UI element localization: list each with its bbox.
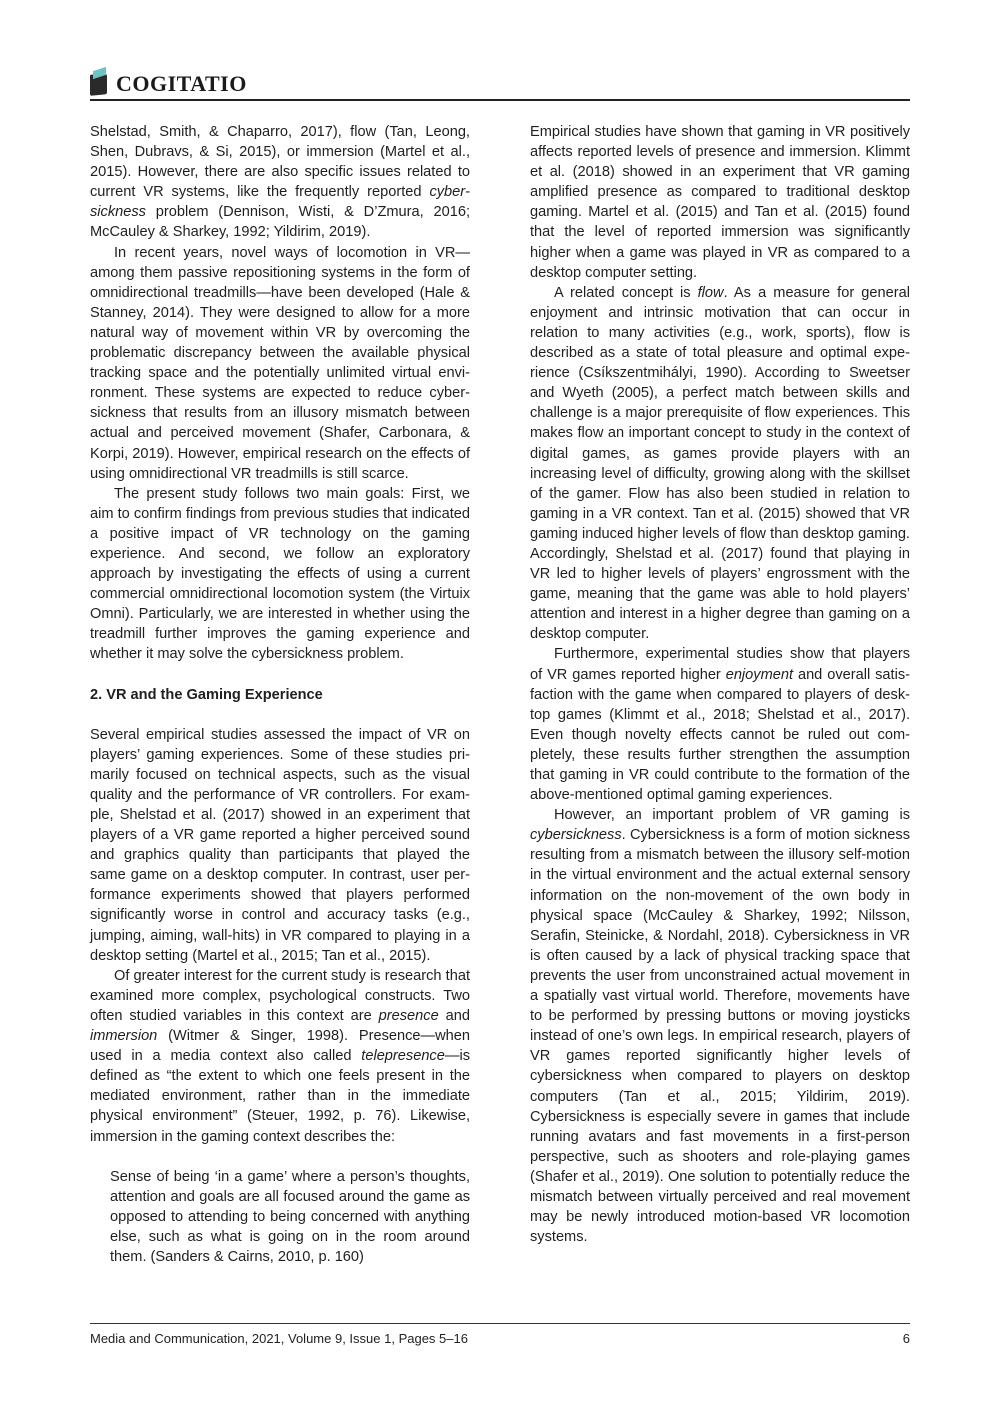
paragraph: Of greater interest for the current study is research that examined more complex, psychological constructs. Two often studied variables in this context are presence and immersion (Witmer & Singer, 1998). Presence—when used in a media context also called telepresence—is defined as “the extent to which one feels present in the mediated environment, rather than in the immediate physical environment” (Steuer, 1992, p. 76). Likewise, immersion in the gaming context describes the: xyxy=(90,967,470,1145)
page-footer xyxy=(90,1331,910,1346)
emphasis: cybersickness xyxy=(90,184,470,221)
paragraph: Furthermore, experimental studies show that players of VR games reported higher enjoyment and overall satisfaction with the game when compared to players of desktop games (Klimmt et al., 2018; Shelstad et al., 2017). Even though novelty effects cannot be ruled out completely, these results further strengthen the assumption that gaming in VR could contribute to the formation of the above-mentioned optimal gaming experiences. xyxy=(530,646,910,804)
emphasis: telepresence xyxy=(361,1048,445,1065)
paragraph: Several empirical studies assessed the impact of VR on players’ gaming experiences. Some of these studies primarily focused on technical aspects, such as the visual quality and the performance of VR controllers. For example, Shelstad et al. (2017) showed in an experiment that players of a VR game reported a higher perceived sound and graphics quality than participants that played the same game on a desktop computer. In contrast, user performance experiments showed that players performed significantly worse in control and accuracy tasks (e.g., jumping, aiming, wall-hits) in VR compared to playing in a desktop setting (Martel et al., 2015; Tan et al., 2015). xyxy=(90,726,470,964)
section-heading: 2. VR and the Gaming Experience xyxy=(90,686,323,703)
left-column xyxy=(90,122,470,1267)
journal-citation: Media and Communication, 2021, Volume 9, Issue 1, Pages 5–16 xyxy=(90,1331,468,1346)
header-divider xyxy=(90,99,910,101)
paragraph: Shelstad, Smith, & Chaparro, 2017), flow (Tan, Leong, Shen, Dubravs, & Si, 2015), or immersion (Martel et al., 2015). However, there are also specific issues related to current VR systems, like the frequently reported cybersickness problem (Dennison, Wisti, & D’Zmura, 2016; McCauley & Sharkey, 1992; Yildirim, 2019). xyxy=(90,124,470,241)
emphasis: immersion xyxy=(90,1028,158,1045)
paragraph: In recent years, novel ways of locomotion in VR—among them passive repositioning systems in the form of omnidirectional treadmills—have been developed (Hale & Stanney, 2014). They were designed to allow for a more natural way of movement within VR by overcoming the problematic discrepancy between the available physical tracking space and the potentially unlimited virtual environment. These systems are expected to reduce cybersickness that results from an illusory mismatch between actual and perceived movement (Shafer, Carbonara, & Korpi, 2019). However, empirical research on the effects of using omnidirectional VR treadmills is still scarce. xyxy=(90,244,470,482)
right-column xyxy=(530,122,910,1247)
emphasis: presence xyxy=(378,1007,439,1024)
page-number: 6 xyxy=(902,1331,910,1346)
paragraph: Empirical studies have shown that gaming in VR positively affects reported levels of presence and immersion. Klimmt et al. (2018) showed in an experiment that VR gaming amplified presence as compared to traditional desktop gaming. Martel et al. (2015) and Tan et al. (2015) found that the level of reported immersion was significantly higher when a game was played in VR as compared to a desktop computer setting. xyxy=(530,124,910,281)
journal-logo-text: COGITATIO xyxy=(116,71,247,96)
paragraph: However, an important problem of VR gaming is cybersickness. Cybersickness is a form of motion sickness resulting from a mismatch between the illusory self-motion in the virtual environment and the actual external sensory information on the non-movement of the own body in physical space (McCauley & Sharkey, 1992; Nilsson, Serafin, Steinicke, & Nordahl, 2018). Cybersickness in VR is often caused by a lack of physical tracking space that prevents the user from unconstrained actual movement in a spatially vast virtual world. Therefore, movements have to be performed by pressing buttons or moving joysticks instead of one’s own legs. In empirical research, players of VR games reported significantly higher levels of cybersickness when compared to players on desktop computers (Tan et al., 2015; Yildirim, 2019). Cybersickness is especially severe in games that include running avatars and fast movements in a first-person perspective, such as shooters and role-playing games (Shafer et al., 2019). One solution to potentially reduce the mismatch between virtually perceived and real movement may be newly introduced motion-based VR locomotion systems. xyxy=(530,807,910,1246)
emphasis: flow xyxy=(697,284,724,301)
emphasis: cybersickness xyxy=(530,827,622,844)
paragraph: A related concept is flow. As a measure for general enjoyment and intrinsic motivation that can occur in relation to many activities (e.g., work, sports), flow is described as a state of total pleasure and optimal experience (Csíkszentmihályi, 1990). According to Sweetser and Wyeth (2005), a perfect match between skills and challenge is a major prerequisite of flow experiences. This makes flow an important concept to study in the context of digital games, as games provide players with an increasing level of difficulty, growing along with the skillset of the gamer. Flow has also been studied in relation to gaming in a VR context. Tan et al. (2015) showed that VR gaming induced higher levels of flow than desktop gaming. Accordingly, Shelstad et al. (2017) found that playing in VR led to higher levels of players’ engrossment with the game, meaning that the game was able to hold players’ attention and interest in a higher degree than gaming on a desktop computer. xyxy=(530,284,910,643)
block-quote: Sense of being ‘in a game’ where a person’s thoughts, attention and goals are all focused around the game as opposed to attending to being concerned with anything else, such as what is going on in the room around them. (Sanders & Cairns, 2010, p. 160) xyxy=(110,1168,470,1265)
book-icon xyxy=(90,68,110,96)
paragraph: The present study follows two main goals: First, we aim to confirm findings from previous studies that indicated a positive impact of VR technology on the gaming experience. And second, we follow an exploratory approach by investigating the effects of using a current commercial omnidirectional locomotion system (the Virtuix Omni). Particularly, we are interested in whether using the treadmill further improves the gaming experience and whether it may solve the cybersickness problem. xyxy=(90,485,470,663)
footer-divider xyxy=(90,1323,910,1324)
journal-header xyxy=(90,64,910,100)
emphasis: enjoyment xyxy=(725,666,794,683)
